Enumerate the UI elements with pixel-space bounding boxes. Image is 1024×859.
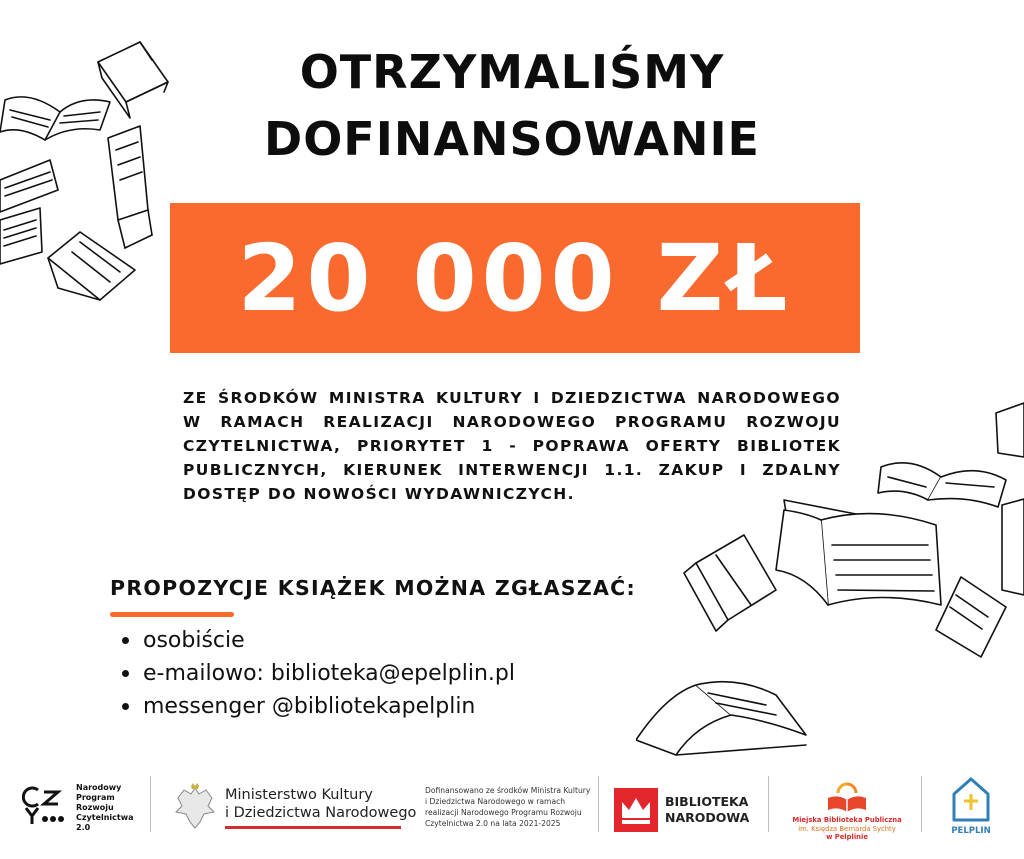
amount-banner: [170, 203, 860, 353]
nprc-label: Narodowy Program Rozwoju Czytelnictwa 2.0: [76, 783, 134, 832]
page-title-line2: DOFINANSOWANIE: [264, 112, 760, 166]
funding-note: Dofinansowano ze środków Ministra Kultury i Dziedzictwa Narodowego w ramach realizacji Narodowego Programu Rozwoju Czytelnictwa 2.0 na lata 2021-2025: [425, 786, 591, 828]
page-title-line1: OTRZYMALIŚMY: [299, 45, 725, 99]
bullet-icon: [122, 703, 129, 710]
bn-label: BIBLIOTEKA NARODOWA: [665, 794, 750, 825]
list-item: [122, 690, 515, 723]
proposals-heading: PROPOZYCJE KSIĄŻEK MOŻNA ZGŁASZAĆ:: [110, 576, 637, 600]
pelplin-label: PELPLIN: [951, 826, 991, 836]
nprc-logo-icon: [22, 786, 66, 826]
bullet-icon: [122, 637, 129, 644]
footer-divider: [921, 776, 922, 832]
ministry-label: Ministerstwo Kultury i Dziedzictwa Narodowego: [225, 787, 417, 821]
list-item: [122, 624, 515, 657]
heading-underline: [110, 612, 234, 617]
library-label: Miejska Biblioteka Publiczna im. Księdza Bernarda Sychty w Pelplinie: [792, 816, 902, 841]
proposal-way-label[interactable]: messenger @bibliotekapelplin: [143, 694, 476, 719]
pelplin-crest-icon: [950, 776, 992, 824]
amount-value: 20 000 ZŁ: [237, 224, 793, 332]
proposal-way-label: osobiście: [143, 628, 245, 653]
biblioteka-narodowa-logo-icon: [614, 788, 658, 832]
ministry-underline: [225, 826, 401, 829]
list-item: [122, 657, 515, 690]
proposal-ways-list: [122, 624, 515, 723]
footer-divider: [768, 776, 769, 832]
footer-divider: [150, 776, 151, 832]
bullet-icon: [122, 670, 129, 677]
library-book-logo-icon: [826, 780, 868, 816]
funding-description: ZE ŚRODKÓW MINISTRA KULTURY I DZIEDZICTWA NARODOWEGO W RAMACH REALIZACJI NARODOWEGO PROGRAMU ROZWOJU CZYTELNICTWA, PRIORYTET 1 - POPRAWA OFERTY BIBLIOTEK PUBLICZNYCH, KIERUNEK INTERWENCJI 1.1. ZAKUP I ZDALNY DOSTĘP DO NOWOŚCI WYDAWNICZYCH.: [183, 389, 841, 503]
footer-divider: [598, 776, 599, 832]
proposal-way-label[interactable]: e-mailowo: biblioteka@epelplin.pl: [143, 661, 516, 686]
eagle-emblem-icon: [172, 782, 218, 832]
